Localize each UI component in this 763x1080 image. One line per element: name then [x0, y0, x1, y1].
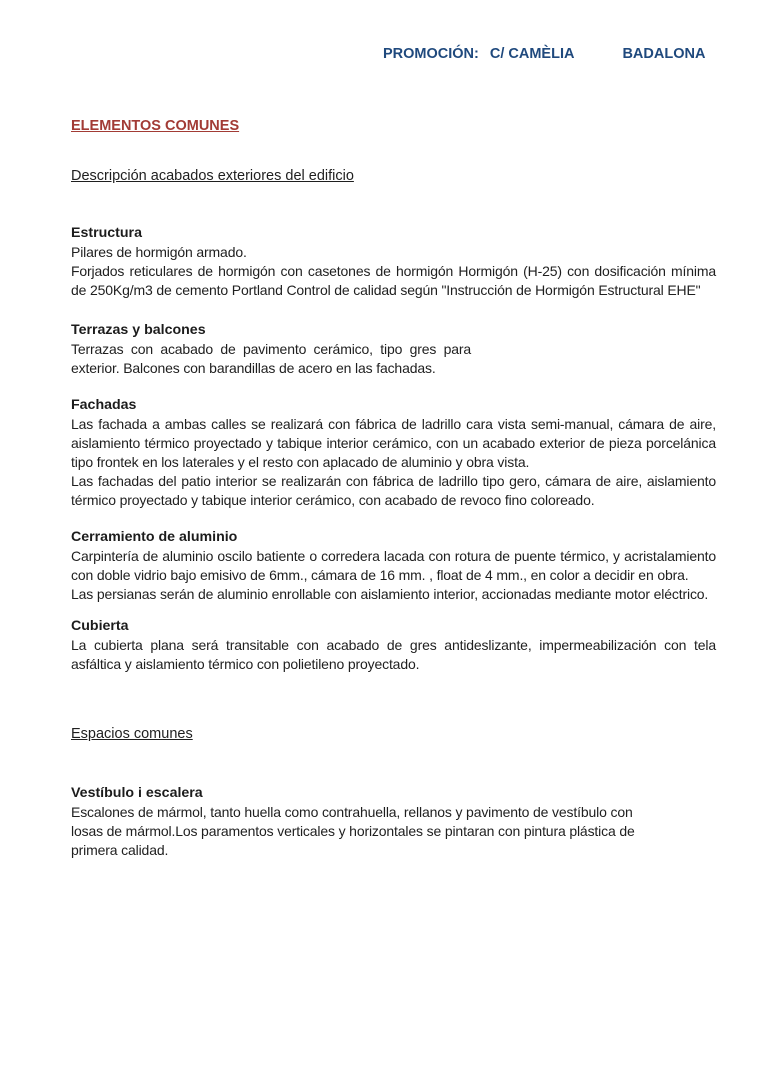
subtitle-espacios-comunes: Espacios comunes: [71, 726, 193, 742]
section-heading: Estructura: [71, 225, 142, 241]
section-cerramiento-de-aluminio: [71, 528, 716, 604]
document-title: ELEMENTOS COMUNES: [71, 118, 240, 134]
section-paragraph: Pilares de hormigón armado.: [71, 244, 247, 260]
section-paragraph: Carpintería de aluminio oscilo batiente o corredera lacada con rotura de puente térmico, y acristalamiento con doble vidrio bajo emisivo de 6mm., cámara de 16 mm. , float de 4 mm., en color a decidir en obra.: [71, 548, 716, 583]
section-heading: Fachadas: [71, 397, 137, 413]
promotion-header: [383, 46, 716, 63]
section-heading: Cubierta: [71, 618, 129, 634]
section-terrazas-y-balcones: [71, 321, 716, 378]
section-cubierta: [71, 617, 716, 674]
section-paragraph: Escalones de mármol, tanto huella como contrahuella, rellanos y pavimento de vestíbulo con losas de mármol.Los paramentos verticales y horizontales se pintaran con pintura plástica de primera calidad.: [71, 804, 635, 858]
section-heading: Terrazas y balcones: [71, 322, 206, 338]
section-paragraph: Las fachadas del patio interior se realizarán con fábrica de ladrillo tipo gero, cámara de aire, aislamiento térmico proyectado y tabique interior cerámico, con acabado de revoco fino coloreado.: [71, 473, 716, 508]
subtitle-exteriores: Descripción acabados exteriores del edificio: [71, 168, 354, 184]
promotion-city: BADALONA: [622, 46, 706, 62]
section-fachadas: [71, 396, 716, 510]
section-paragraph: Forjados reticulares de hormigón con casetones de hormigón Hormigón (H-25) con dosificación mínima de 250Kg/m3 de cemento Portland Control de calidad según "Instrucción de Hormigón Estructural EHE": [71, 263, 716, 298]
section-estructura: [71, 224, 716, 300]
section-paragraph: Las persianas serán de aluminio enrollable con aislamiento interior, accionadas mediante motor eléctrico.: [71, 586, 709, 602]
section-vestibulo-i-escalera: [71, 784, 716, 860]
section-heading: Vestíbulo i escalera: [71, 785, 203, 801]
section-paragraph: La cubierta plana será transitable con acabado de gres antideslizante, impermeabilización con tela asfáltica y aislamiento térmico con polietileno proyectado.: [71, 637, 716, 672]
section-paragraph: Las fachada a ambas calles se realizará con fábrica de ladrillo cara vista semi-manual, cámara de aire, aislamiento térmico proyectado y tabique interior cerámico, con un acabado exterior de pieza porcelánica tipo frontek en los laterales y el resto con aplacado de aluminio y obra vista.: [71, 416, 716, 470]
section-paragraph: Terrazas con acabado de pavimento cerámico, tipo gres para exterior. Balcones con barandillas de acero en las fachadas.: [71, 341, 471, 376]
promotion-street: C/ CAMÈLIA: [489, 46, 575, 62]
section-heading: Cerramiento de aluminio: [71, 529, 238, 545]
promotion-label: PROMOCIÓN:: [383, 46, 479, 62]
